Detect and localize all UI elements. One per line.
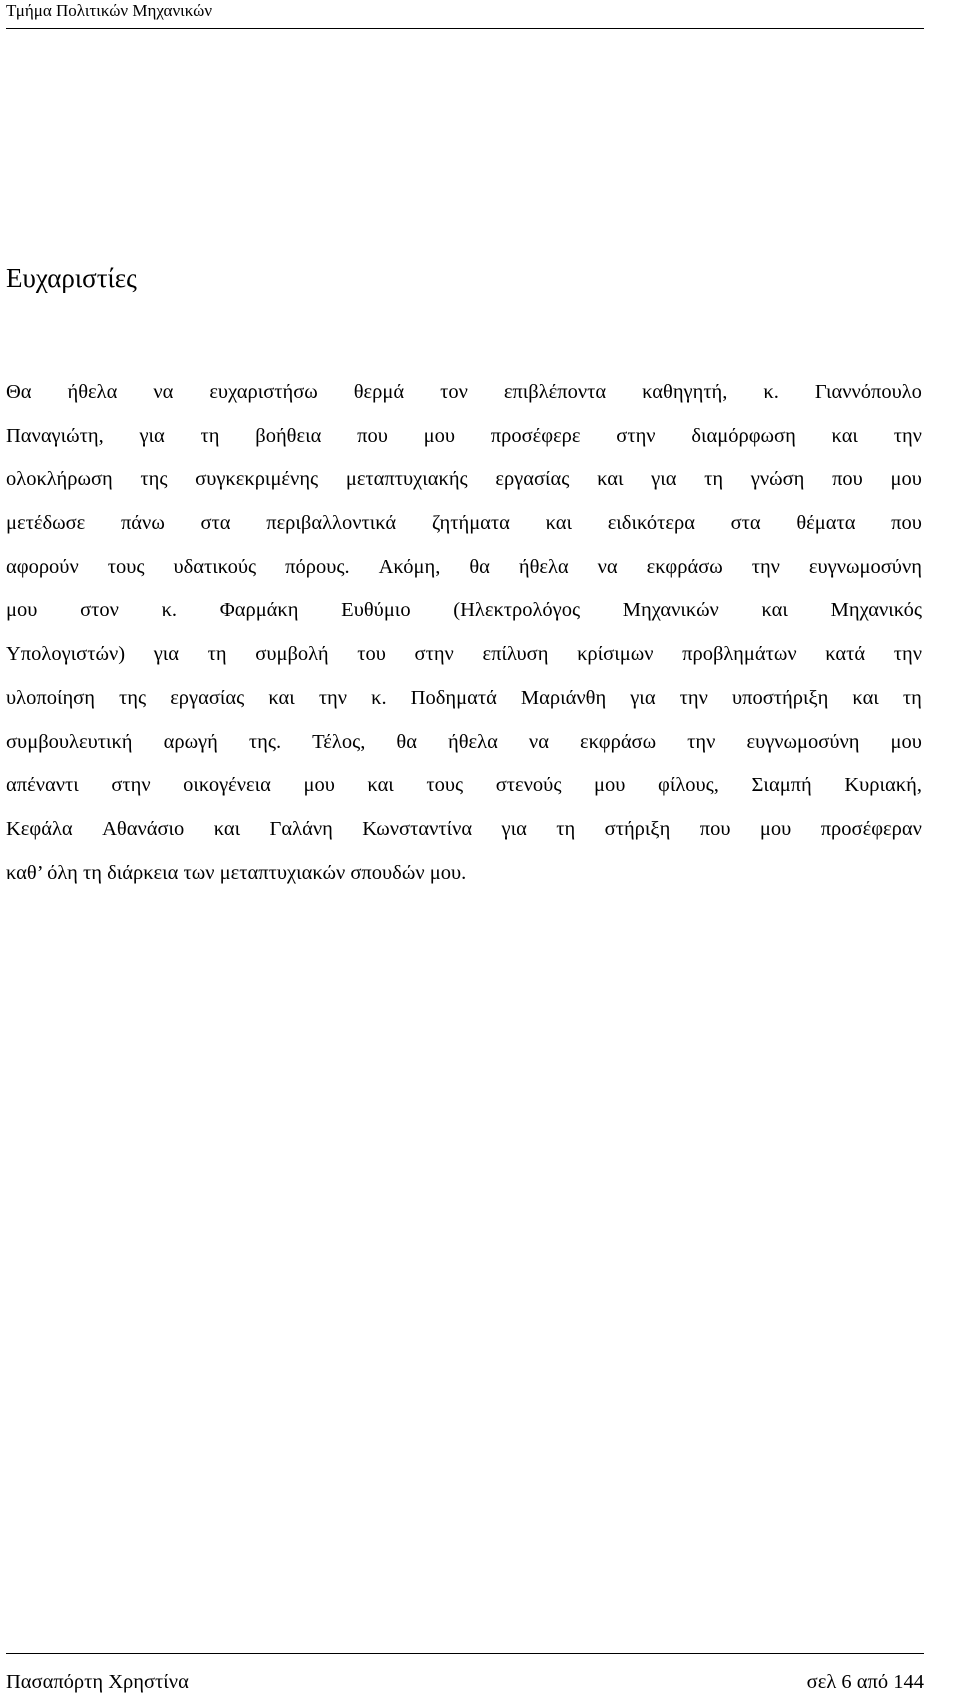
- paragraph-word: Γαλάνη: [269, 817, 333, 840]
- paragraph-word: οικογένεια: [183, 774, 271, 797]
- paragraph-word: τη: [200, 424, 220, 447]
- paragraph-word: θα: [469, 555, 490, 578]
- paragraph-word: στα: [730, 512, 761, 535]
- paragraph-word: την: [687, 730, 716, 753]
- paragraph-word: του: [357, 643, 386, 666]
- paragraph-word: τον: [440, 381, 468, 403]
- paragraph-word: και: [761, 599, 788, 622]
- paragraph-word: μου: [759, 817, 792, 840]
- paragraph-word: και: [852, 686, 879, 709]
- paragraph-word: μετέδωσε: [6, 512, 86, 535]
- paragraph-word: και: [831, 424, 858, 447]
- paragraph-word: μου: [303, 774, 335, 797]
- paragraph-word: την: [751, 555, 780, 578]
- paragraph-line: [6, 772, 922, 816]
- paragraph-word: υδατικούς: [173, 555, 257, 578]
- paragraph-line: [6, 641, 922, 685]
- paragraph-word: προσέφερε: [490, 424, 581, 447]
- paragraph-word: γνώση: [750, 468, 805, 491]
- paragraph-word: περιβαλλοντικά: [266, 512, 397, 535]
- paragraph-word: την: [893, 424, 922, 447]
- paragraph-word: και: [545, 512, 572, 535]
- paragraph-word: Αθανάσιο: [102, 817, 185, 840]
- section-heading: Ευχαριστίες: [6, 263, 137, 293]
- paragraph-word: Γιαννόπουλο: [814, 381, 922, 403]
- paragraph-word: Ακόμη,: [378, 555, 441, 578]
- paragraph-word: για: [153, 643, 180, 666]
- paragraph-word: Θα: [6, 381, 32, 403]
- paragraph-word: προσέφεραν: [820, 817, 922, 840]
- paragraph-word: κρίσιμων: [577, 643, 654, 666]
- paragraph-word: να: [153, 381, 174, 403]
- paragraph-word: κ.: [161, 599, 178, 622]
- paragraph-word: στην: [414, 643, 454, 666]
- paragraph-word: θερμά: [353, 381, 405, 403]
- paragraph-word: τη: [704, 468, 724, 491]
- paragraph-word: καθηγητή,: [642, 381, 728, 403]
- paragraph-word: Κωνσταντίνα: [362, 817, 473, 840]
- paragraph-word: υλοποίηση: [6, 686, 95, 709]
- paragraph-word: Μηχανικός: [830, 599, 922, 622]
- paragraph-word: επιβλέποντα: [503, 381, 607, 403]
- paragraph-word: Τέλος,: [312, 730, 366, 753]
- paragraph-word: θα: [396, 730, 417, 753]
- paragraph-word: Υπολογιστών): [6, 643, 126, 666]
- paragraph-line: [6, 597, 922, 641]
- page-footer: [6, 1653, 924, 1697]
- paragraph-word: ευγνωμοσύνη: [746, 730, 860, 753]
- paragraph-word: φίλους,: [657, 774, 719, 797]
- paragraph-word: που: [357, 424, 388, 447]
- paragraph-word: τους: [107, 555, 145, 578]
- paragraph-word: αρωγή: [163, 730, 218, 753]
- paragraph-line: [6, 510, 922, 554]
- paragraph-word: (Ηλεκτρολόγος: [453, 599, 581, 622]
- paragraph-line: [6, 554, 922, 598]
- paragraph-word: Κυριακή,: [844, 774, 922, 797]
- paragraph-word: να: [528, 730, 549, 753]
- paragraph-word: στήριξη: [604, 817, 671, 840]
- paragraph-word: που: [891, 512, 922, 535]
- paragraph-word: ευγνωμοσύνη: [808, 555, 922, 578]
- paragraph-word: αφορούν: [6, 555, 79, 578]
- paragraph-word: την: [318, 686, 348, 709]
- paragraph-word: απέναντι: [6, 774, 79, 797]
- paragraph-word: για: [139, 424, 165, 447]
- paragraph-word: μου: [423, 424, 455, 447]
- paragraph-word: για: [630, 686, 656, 709]
- paragraph-line: [6, 816, 922, 860]
- paragraph-word: στην: [111, 774, 151, 797]
- paragraph-word: και: [597, 468, 624, 491]
- footer-divider: [6, 1653, 924, 1654]
- paragraph-word: που: [832, 468, 863, 491]
- paragraph-word: της.: [248, 730, 282, 753]
- paragraph-word: εργασίας: [495, 468, 570, 491]
- paragraph-word: στενούς: [495, 774, 562, 797]
- paragraph-word: συμβουλευτική: [6, 730, 133, 753]
- paragraph-word: στον: [80, 599, 119, 622]
- paragraph-word: μου: [890, 730, 922, 753]
- paragraph-word: και: [367, 774, 394, 797]
- paragraph-word: κατά: [825, 643, 866, 666]
- paragraph-word: για: [501, 817, 527, 840]
- paragraph-word: μου: [890, 468, 922, 491]
- paragraph-word: μου: [6, 599, 38, 622]
- paragraph-word: και: [213, 817, 241, 840]
- paragraph-line: [6, 685, 922, 729]
- paragraph-word: θέματα: [796, 512, 856, 535]
- paragraph-word: ήθελα: [518, 555, 569, 578]
- paragraph-word: ζητήματα: [431, 512, 510, 535]
- paragraph-word: τη: [556, 817, 576, 840]
- paragraph-word: μου: [594, 774, 626, 797]
- paragraph-word: Μαριάνθη: [520, 686, 607, 709]
- paragraph-word: εκφράσω: [580, 730, 657, 753]
- paragraph-word: που: [699, 817, 731, 840]
- header-department: Τμήμα Πολιτικών Μηχανικών: [6, 1, 213, 20]
- paragraph-word: ολοκλήρωση: [6, 468, 113, 491]
- paragraph-word: υποστήριξη: [731, 686, 829, 709]
- paragraph-word: να: [597, 555, 618, 578]
- paragraph-word: Μηχανικών: [622, 599, 719, 622]
- paragraph-line: [6, 379, 922, 423]
- paragraph-word: πόρους.: [285, 555, 350, 578]
- paragraph-word: τη: [207, 643, 227, 666]
- paragraph-word: την: [679, 686, 708, 709]
- footer-author: Πασαπόρτη Χρηστίνα: [6, 1671, 189, 1693]
- paragraph-word: στα: [200, 512, 231, 535]
- paragraph-word: ήθελα: [448, 730, 498, 753]
- paragraph-word: και: [268, 686, 295, 709]
- paragraph-word: προβλημάτων: [682, 643, 797, 666]
- paragraph-word: εργασίας: [170, 686, 245, 709]
- paragraph-line: [6, 466, 922, 510]
- paragraph-word: εκφράσω: [646, 555, 723, 578]
- paragraph-word: βοήθεια: [255, 424, 322, 447]
- paragraph-word: Σιαμπή: [751, 774, 812, 797]
- paragraph-word: Παναγιώτη,: [6, 424, 104, 447]
- paragraph-line: [6, 423, 922, 467]
- paragraph-word: στην: [616, 424, 656, 447]
- paragraph-line: [6, 860, 922, 904]
- paragraph-word: επίλυση: [482, 643, 549, 666]
- paragraph-word: της: [119, 686, 147, 709]
- paragraph-word: κ.: [763, 381, 779, 403]
- paragraph-word: της: [140, 468, 168, 491]
- acknowledgements-paragraph: [6, 379, 922, 903]
- paragraph-word: συμβολή: [255, 643, 329, 666]
- paragraph-word: ήθελα: [67, 381, 118, 403]
- paragraph-word: την: [893, 643, 922, 666]
- paragraph-word: καθ’ όλη τη διάρκεια των μεταπτυχιακών σπουδών μου.: [6, 861, 467, 884]
- paragraph-word: διαμόρφωση: [691, 424, 796, 447]
- paragraph-word: για: [651, 468, 677, 491]
- page-header: [6, 0, 924, 29]
- paragraph-word: Κεφάλα: [6, 817, 73, 840]
- paragraph-word: τους: [426, 774, 464, 797]
- paragraph-word: πάνω: [120, 512, 165, 535]
- paragraph-word: συγκεκριμένης: [195, 468, 319, 491]
- paragraph-word: ειδικότερα: [607, 512, 695, 535]
- paragraph-word: μεταπτυχιακής: [345, 468, 468, 491]
- paragraph-word: κ.: [371, 686, 387, 709]
- paragraph-word: Ποδηματά: [410, 686, 497, 709]
- footer-page-number: σελ 6 από 144: [806, 1671, 924, 1693]
- paragraph-word: Φαρμάκη: [219, 599, 299, 622]
- paragraph-word: ευχαριστήσω: [209, 381, 318, 403]
- paragraph-word: τη: [902, 686, 922, 709]
- paragraph-word: Ευθύμιο: [341, 599, 411, 622]
- paragraph-line: [6, 729, 922, 773]
